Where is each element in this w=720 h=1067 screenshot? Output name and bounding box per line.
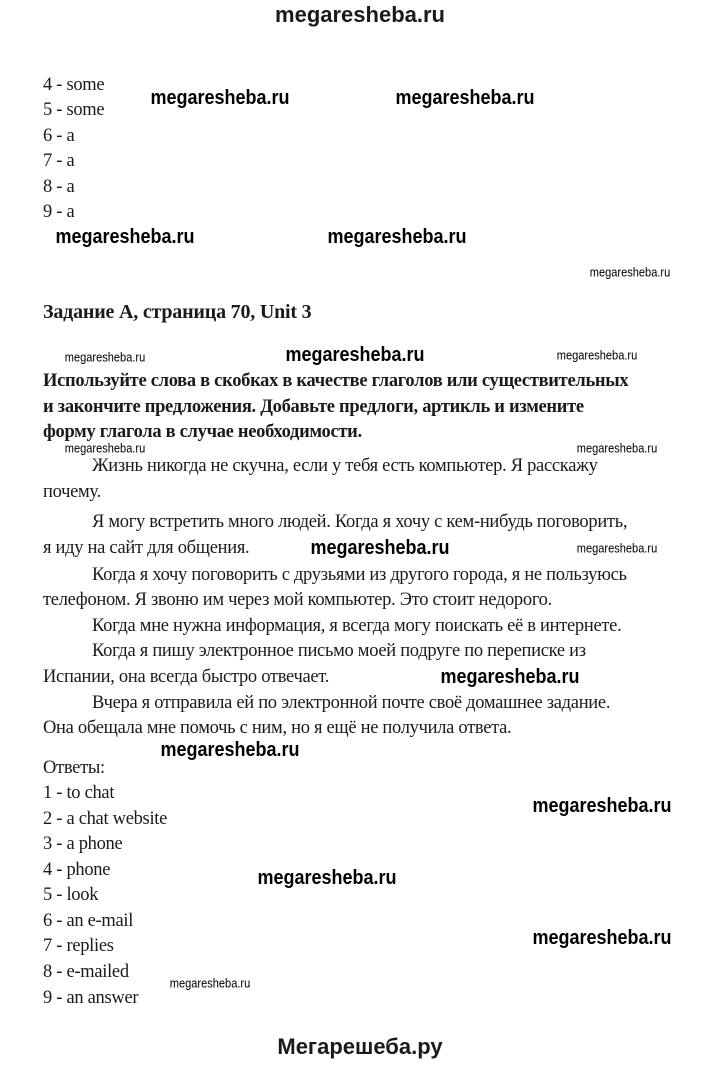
watermark: megaresheba.ru [257,867,397,889]
text-line: Когда я хочу поговорить с друзьями из другого города, я не пользуюсь [92,565,627,585]
text-line: Испании, она всегда быстро отвечает. [43,667,330,687]
text-line: Она обещала мне помочь с ним, но я ещё не получила ответа. [43,718,512,738]
answer-line: 6 - an e-mail [43,911,134,931]
text-line: почему. [43,482,101,502]
footer-site-name: Мегарешеба.ру [277,1034,443,1059]
answer-line: 4 - some [43,75,105,95]
watermark: megaresheba.ru [327,226,467,248]
watermark: megaresheba.ru [285,344,425,366]
watermark: megaresheba.ru [576,440,658,456]
watermark: megaresheba.ru [169,975,251,991]
answer-line: 5 - look [43,885,99,905]
text-line: телефоном. Я звоню им через мой компьютер. Это стоит недорого. [43,590,552,610]
answer-line: 7 - a [43,151,75,171]
answer-line: 8 - a [43,177,75,197]
answer-line: 1 - to chat [43,783,115,803]
text-line: Когда я пишу электронное письмо моей подруге по переписке из [92,641,586,661]
watermark: megaresheba.ru [576,540,658,556]
answer-line: 6 - a [43,126,75,146]
watermark: megaresheba.ru [64,349,146,365]
answer-line: 7 - replies [43,936,114,956]
watermark: megaresheba.ru [160,739,300,761]
task-instruction-line: и закончите предложения. Добавьте предлоги, артикль и измените [43,397,584,417]
watermark: megaresheba.ru [589,264,671,280]
text-line: Когда мне нужна информация, я всегда могу поискать её в интернете. [92,616,622,636]
text-line: я иду на сайт для общения. [43,538,250,558]
answer-line: 4 - phone [43,860,111,880]
answer-line: 8 - e-mailed [43,962,129,982]
answer-line: 5 - some [43,100,105,120]
answers-label: Ответы: [43,758,105,778]
watermark: megaresheba.ru [64,440,146,456]
watermark: megaresheba.ru [55,226,195,248]
watermark: megaresheba.ru [440,666,580,688]
task-instruction-line: форму глагола в случае необходимости. [43,422,362,442]
task-instruction-line: Используйте слова в скобках в качестве глаголов или существительных [43,371,629,391]
watermark: megaresheba.ru [532,927,672,949]
watermark: megaresheba.ru [532,795,672,817]
answer-line: 9 - a [43,202,75,222]
watermark: megaresheba.ru [150,87,290,109]
text-line: Жизнь никогда не скучна, если у тебя есть компьютер. Я расскажу [92,456,598,476]
answer-line: 2 - a chat website [43,809,168,829]
watermark: megaresheba.ru [310,537,450,559]
task-title: Задание А, страница 70, Unit 3 [43,301,312,323]
header-site-name: megaresheba.ru [275,2,445,27]
watermark: megaresheba.ru [395,87,535,109]
watermark: megaresheba.ru [556,347,638,363]
answer-line: 9 - an answer [43,988,139,1008]
answer-line: 3 - a phone [43,834,123,854]
text-line: Вчера я отправила ей по электронной почте своё домашнее задание. [92,693,611,713]
text-line: Я могу встретить много людей. Когда я хочу с кем-нибудь поговорить, [92,512,628,532]
